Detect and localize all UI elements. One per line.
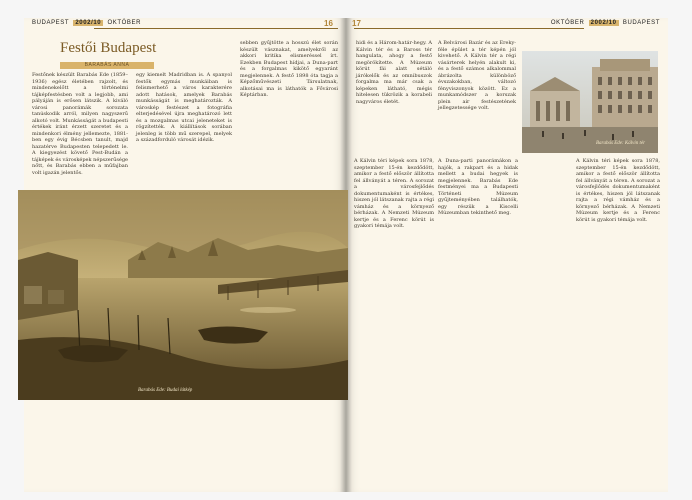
running-header-right bbox=[354, 18, 660, 30]
article-title: Festői Budapest bbox=[60, 40, 157, 56]
running-header-accent: 2002/10 bbox=[75, 20, 102, 26]
author-bar: BARABÁS ANNA bbox=[60, 62, 154, 69]
kalvin-ter-photo bbox=[522, 51, 658, 153]
text-column-3 bbox=[240, 40, 338, 200]
running-header-left bbox=[32, 18, 338, 30]
paragraph: A Kálvin téri képek sora 1878, szeptember 15-én kezdődött, amikor a festő először állította fel állványát a téren. A sorozat a városfejlődés dokumentumaként is értékes, hiszen jól látszanak rajta a régi vámház és a környező bérházak. A Nemzeti Múzeum kertje és a Ferenc körút is gyakori témája volt. bbox=[576, 158, 660, 223]
paragraph: A Duna-parti panorámákon a hajók, a rakpart és a hidak mellett a budai hegyek is megjelennek. Barabás Ede festményei ma a Budapesti Történeti Múzeum gyűjteményében találhatók, egy részük a Kiscelli Múzeumban tekinthető meg. bbox=[438, 158, 518, 216]
running-header-word: OKTÓBER bbox=[550, 20, 585, 26]
text-column-1 bbox=[32, 72, 128, 200]
paragraph: Festőnek készült Barabás Ede (1859–1936) egész életében rajzolt, és mindenekelőtt a történelmi tájképfestésben volt a legjobb, ami pályáján is erősen látszik. A kiváló városi panorámák sorozata tanúskodik arról, milyen nagyszerű alkotó volt. Munkásságát a budapesti értékek iránt érzett szeretet és a mindenkori élmény jellemezte, 1881-ben egy évig Bécsben tanult, majd hazatérve Budapesten telepedett le. A kiegyezést követő Pest-Budán a tájképek és városképek népszerűsége nőtt, és Barabás ebben a műfajban volt igazán jelentős. bbox=[32, 72, 128, 176]
painting-illustration bbox=[18, 190, 348, 400]
paragraph: egy kiemelt Madridban is. A spanyol festők egymás munkáiban is felismerhető a város karakterére adott hatások, amelyek Barabás munkásságát is meghatározták. A városkép festészet a fotográfia elterjedésével újra meghatározó lett és a mozgalmas utcai jeleneteket is rögzítették. A kiállítások sorában jelenleg is több mű szerepel, melyek a századforduló városát idézik. bbox=[136, 72, 232, 143]
painting-caption: Barabás Ede: Budai látkép bbox=[138, 388, 193, 393]
paragraph: A Kálvin téri képek sora 1878, szeptember 15-én kezdődött, amikor a festő először állította fel állványát a téren. A sorozat a városfejlődés dokumentumaként is értékes, hiszen jól látszanak rajta a régi vámház és a környező bérházak. A Nemzeti Múzeum kertje és a Ferenc körút is gyakori témája volt. bbox=[354, 158, 434, 229]
running-header-word: OKTÓBER bbox=[107, 20, 142, 26]
text-column-5 bbox=[576, 158, 660, 484]
right-page bbox=[346, 18, 668, 492]
text-column-2 bbox=[136, 72, 232, 200]
header-rule bbox=[354, 28, 584, 29]
street-scene-illustration bbox=[522, 51, 658, 153]
text-column-3 bbox=[354, 158, 434, 229]
paragraph: hidi és a Három-határ-hegy. A Kálvin tér és a Baross tér hangulata, ahogy a festő megörökítette. A Múzeum körút fái alatt sétáló járókelők és az omnibuszok forgalma ma már csak a képeken látható, mégis hitelesen tükrözik a korabeli nagyváros életét. bbox=[356, 40, 432, 105]
page-number: 16 bbox=[324, 19, 333, 28]
running-header-accent: 2002/10 bbox=[590, 20, 617, 26]
photo-caption: Barabás Ede: Kálvin tér bbox=[596, 141, 646, 146]
running-header-word: BUDAPEST bbox=[32, 20, 70, 26]
paragraph: sebben gyűjtötte a hosszú élet során készült vásznakat, amelyekről az akkori kritika elismeréssel írt. Ezekben Budapest hídjai, a Duna-part és a forgalmas kikötő egyaránt megjelennek. A festő 1898 óta tagja a Képzőművészeti Társulatnak, alkotásai ma is láthatók a Fővárosi Képtárban. bbox=[240, 40, 338, 98]
header-rule bbox=[94, 28, 338, 29]
running-header-word: BUDAPEST bbox=[622, 20, 660, 26]
text-column-4 bbox=[438, 158, 518, 216]
paragraph: A Belvárosi Bazár és az Ereky-féle épület a tér képén jól kivehető. A Kálvin tér a régi vásárterek helyén alakult ki, és a festő számos alkalommal ábrázolta különböző évszakokban, változó fényviszonyok között. Ez a munkamódszer a korszak plein air festészetének jellegzetessége volt. bbox=[438, 40, 516, 111]
page-number: 17 bbox=[352, 19, 361, 28]
danube-painting bbox=[18, 190, 348, 400]
